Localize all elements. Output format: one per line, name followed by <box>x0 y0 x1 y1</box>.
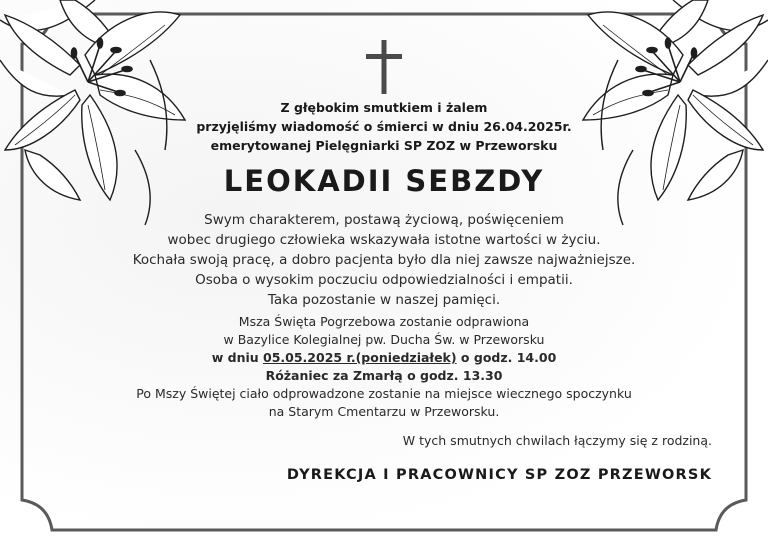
mass-line: na Starym Cmentarzu w Przeworsku. <box>268 404 500 419</box>
announcement-intro <box>70 98 698 155</box>
intro-line: przyjęliśmy wiadomość o śmierci w dniu 26.04.2025r. <box>196 119 572 134</box>
mass-line: Po Mszy Świętej ciało odprowadzone zostanie na miejsce wiecznego spoczynku <box>136 386 632 401</box>
signature: DYREKCJA I PRACOWNICY SP ZOZ PRZEWORSK <box>286 467 712 483</box>
funeral-details <box>70 313 698 421</box>
tribute-line: Swym charakterem, postawą życiową, poświęceniem <box>204 212 564 228</box>
tribute-line: wobec drugiego człowieka wskazywała istotne wartości w życiu. <box>167 232 601 248</box>
intro-line: Z głębokim smutkiem i żalem <box>280 100 488 115</box>
rosary-line: Różaniec za Zmarłą o godz. 13.30 <box>265 368 503 383</box>
mass-date-line <box>70 349 698 367</box>
cross-icon <box>366 40 402 94</box>
deceased-name: LEOKADII SEBZDY <box>223 164 545 198</box>
tribute-text <box>70 210 698 310</box>
tribute-line: Taka pozostanie w naszej pamięci. <box>267 292 501 308</box>
mass-line: Msza Święta Pogrzebowa zostanie odprawiona <box>238 314 530 329</box>
intro-line: emerytowanej Pielęgniarki SP ZOZ w Przeworsku <box>210 138 558 153</box>
condolence-line: W tych smutnych chwilach łączymy się z rodziną. <box>402 433 712 448</box>
funeral-time: o godz. 14.00 <box>456 350 557 365</box>
tribute-line: Kochała swoją pracę, a dobro pacjenta było dla niej zawsze najważniejsze. <box>132 252 636 268</box>
tribute-line: Osoba o wysokim poczuciu odpowiedzialności i empatii. <box>195 272 573 288</box>
mass-line: w Bazylice Kolegialnej pw. Ducha Św. w Przeworsku <box>223 332 545 347</box>
funeral-date: 05.05.2025 r.(poniedziałek) <box>263 350 457 365</box>
date-prefix: w dniu <box>211 350 264 365</box>
